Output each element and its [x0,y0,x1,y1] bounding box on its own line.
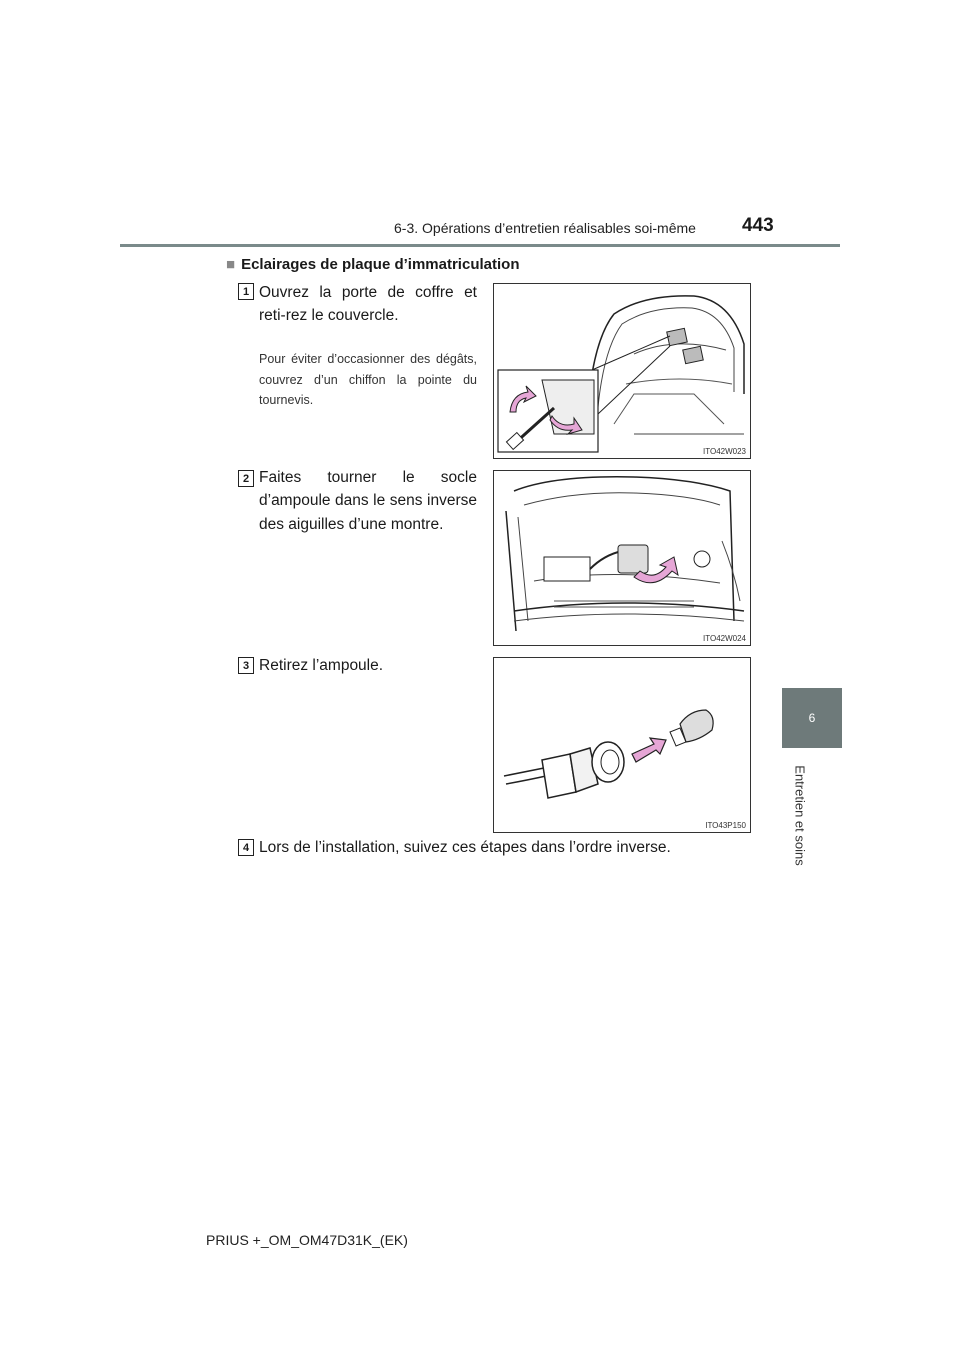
tailgate-illustration [494,284,750,458]
socket-illustration [494,471,750,645]
section-title [226,256,519,273]
square-bullet-icon: ■ [226,256,236,273]
step-badge-3: 3 [238,657,254,674]
step-badge-2: 2 [238,470,254,487]
section-title-text: Eclairages de plaque d’immatriculation [241,256,520,273]
bulb-illustration [494,658,750,832]
step-badge-1: 1 [238,283,254,300]
step-3-text: Retirez l’ampoule. [259,657,384,674]
chapter-title: Entretien et soins [792,764,808,866]
figure-code: ITO42W023 [703,447,746,456]
figure-bulb-socket [493,470,751,646]
figure-tailgate-cover [493,283,751,459]
page-number: 443 [742,215,774,236]
step-4-text: Lors de l’installation, suivez ces étapes dans l’ordre inverse. [259,839,671,856]
figure-code: ITO42W024 [703,634,746,643]
figure-code: ITO43P150 [705,821,746,830]
step-2-text: Faites tourner le socle d’ampoule dans le sens inverse des aiguilles d’une montre. [259,469,477,533]
document-id: PRIUS +_OM_OM47D31K_(EK) [206,1232,408,1248]
chapter-label [790,760,810,870]
step-badge-4: 4 [238,839,254,856]
running-header: 6-3. Opérations d’entretien réalisables soi-même [394,220,696,236]
step-1-text: Ouvrez la porte de coffre et reti-rez le couvercle. [259,284,477,325]
step-1-note: Pour éviter d’occasionner des dégâts, couvrez d’un chiffon la pointe du tournevis. [259,352,477,408]
chapter-number: 6 [808,711,816,725]
chapter-tab [782,688,842,748]
figure-remove-bulb [493,657,751,833]
header-rule [120,244,840,247]
